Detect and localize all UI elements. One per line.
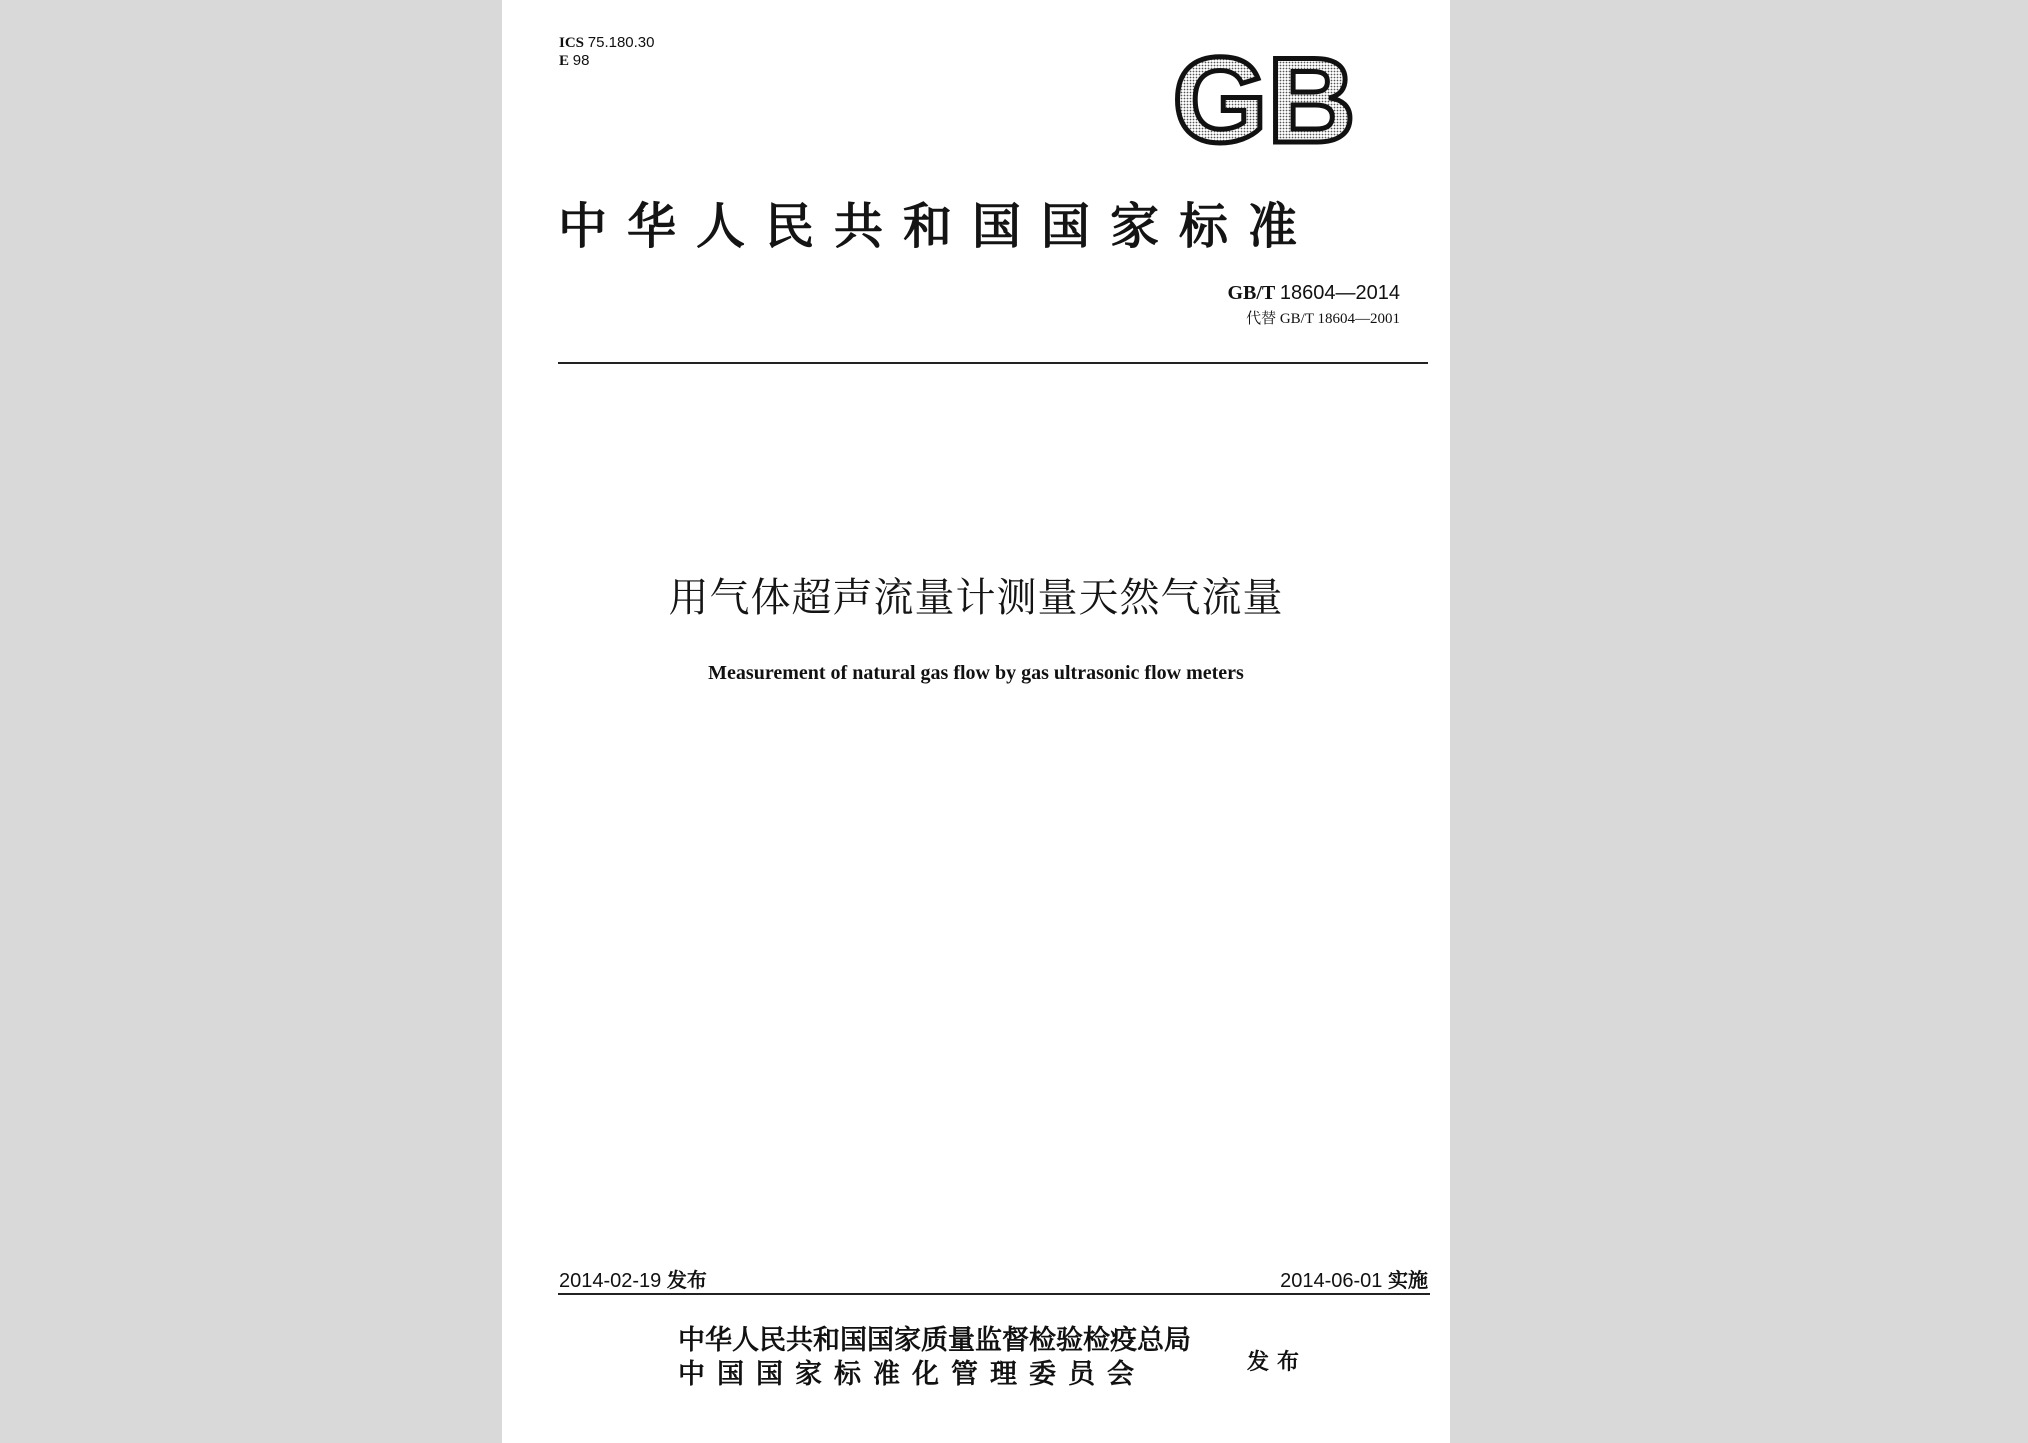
national-standard-title: 中华人民共和国国家标准	[558, 197, 1318, 255]
footer-divider	[558, 1293, 1430, 1295]
classification-block	[559, 34, 655, 70]
document-title-en: Measurement of natural gas flow by gas ultrasonic flow meters	[708, 662, 1244, 684]
issuer-sac: 中国国家标准化管理委员会	[678, 1359, 1146, 1390]
issue-date: 2014-02-19 发布	[559, 1268, 707, 1292]
gb-logo-text: GB	[1172, 46, 1356, 156]
implement-date: 2014-06-01 实施	[1280, 1268, 1428, 1292]
publish-label: 发布	[1247, 1350, 1308, 1375]
ccs-code: E 98	[559, 52, 590, 69]
replaces-standard: 代替 GB/T 18604—2001	[1246, 311, 1400, 327]
standard-number: GB/T 18604—2014	[1227, 282, 1400, 304]
header-divider	[558, 362, 1428, 364]
ics-code: ICS 75.180.30	[559, 34, 655, 51]
standard-number-block	[1227, 282, 1400, 328]
issuer-aqsiq: 中华人民共和国国家质量监督检验检疫总局	[678, 1325, 1191, 1356]
document-page	[502, 0, 1450, 1443]
document-title-cn: 用气体超声流量计测量天然气流量	[668, 575, 1284, 621]
gb-logo	[1159, 46, 1369, 156]
issuing-authorities	[678, 1324, 1191, 1392]
